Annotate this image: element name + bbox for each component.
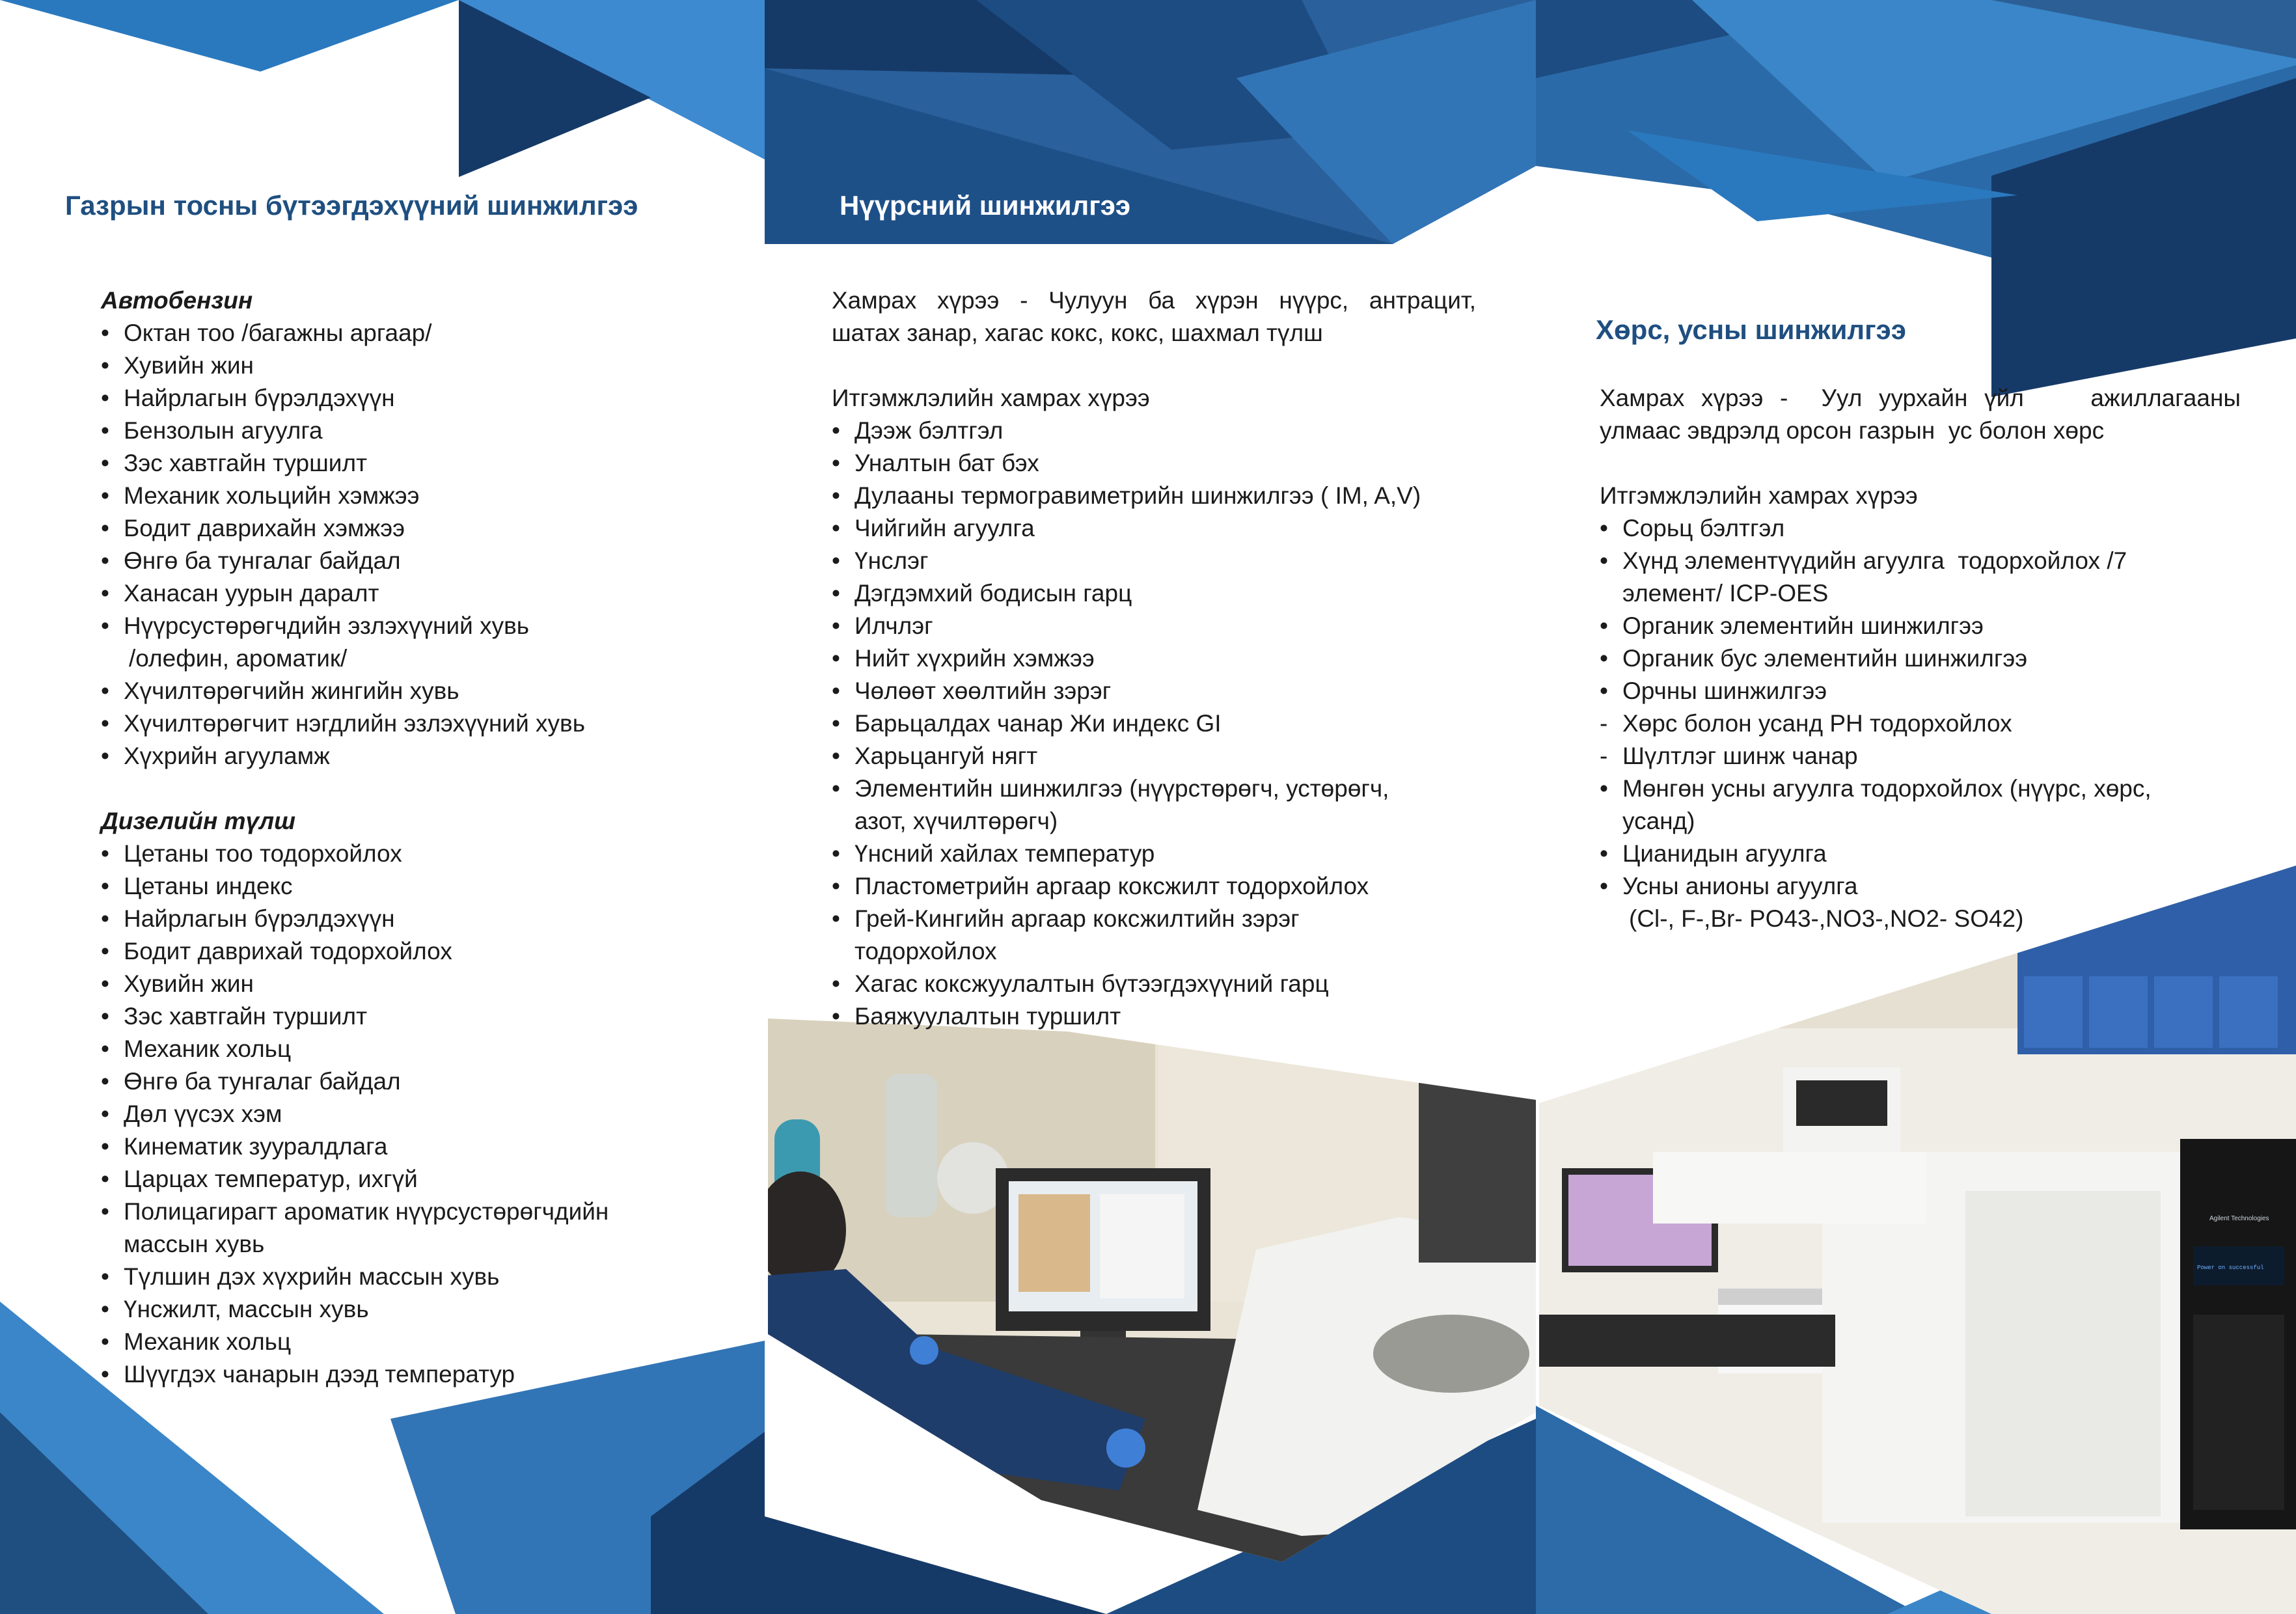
list-item: • Цетаны индекс bbox=[101, 870, 726, 903]
list-item-text: Мөнгөн усны агуулга тодорхойлох (нүүрс, хөрс, bbox=[1622, 775, 2152, 802]
list-item: • Орчны шинжилгээ bbox=[1600, 675, 2241, 707]
list-item-text: Грей-Кингийн аргаар коксжилтийн зэрэг bbox=[854, 905, 1300, 932]
list-item-continuation: усанд) bbox=[1622, 808, 1695, 834]
list-item-continuation: /олефин, ароматик/ bbox=[129, 645, 348, 672]
list-item-text: Нүүрсустөрөгчдийн эзлэхүүний хувь bbox=[124, 612, 530, 639]
list-item-text: Полицагирагт ароматик нүүрсустөрөгчдийн bbox=[124, 1198, 609, 1225]
list-item: - Шүлтлэг шинж чанар bbox=[1600, 740, 2241, 773]
panel3-title: Хөрс, усны шинжилгээ bbox=[1596, 314, 1906, 345]
diesel-heading: Дизелийн түлш bbox=[101, 808, 295, 834]
coal-accredited-heading: Итгэмжлэлийн хамрах хүрээ bbox=[832, 385, 1150, 411]
list-item: • Үнслэг bbox=[832, 545, 1476, 577]
list-item: • Чөлөөт хөөлтийн зэрэг bbox=[832, 675, 1476, 707]
list-item: • Баяжуулалтын туршилт bbox=[832, 1000, 1476, 1033]
diesel-list bbox=[101, 838, 726, 1391]
list-item-continuation: массын хувь bbox=[124, 1231, 265, 1257]
soil-list bbox=[1600, 512, 2241, 935]
list-item: - Хөрс болон усанд PH тодорхойлох bbox=[1600, 707, 2241, 740]
coal-scope-line: шатах занар, хагас кокс, кокс, шахмал түлш bbox=[832, 320, 1323, 346]
soil-accredited-heading: Итгэмжлэлийн хамрах хүрээ bbox=[1600, 482, 1918, 509]
list-item: • Уналтын бат бэх bbox=[832, 447, 1476, 480]
panel1-title: Газрын тосны бүтээгдэхүүний шинжилгээ bbox=[65, 190, 638, 221]
list-item: • Дөл үүсэх хэм bbox=[101, 1098, 726, 1130]
list-item: • Хувийн жин bbox=[101, 349, 726, 382]
instrument-screen-text: Power on successful bbox=[2197, 1265, 2264, 1271]
list-item bbox=[1600, 545, 2241, 610]
list-item: • Үнсжилт, массын хувь bbox=[101, 1293, 726, 1326]
list-item: • Кинематик зууралдлага bbox=[101, 1130, 726, 1163]
list-item bbox=[101, 1196, 726, 1261]
gasoline-list bbox=[101, 317, 726, 773]
list-item: • Бензолын агуулга bbox=[101, 415, 726, 447]
soil-scope-line: улмаас эвдрэлд орсон газрын ус болон хөрс bbox=[1600, 417, 2105, 444]
list-item: • Бодит даврихайн хэмжээ bbox=[101, 512, 726, 545]
list-item-continuation: элемент/ ICP-OES bbox=[1622, 580, 1829, 607]
coal-scope-line: Хамрах хүрээ - Чулуун ба хүрэн нүүрс, антрацит, bbox=[832, 287, 1476, 314]
coal-list bbox=[832, 415, 1476, 1033]
list-item: • Ханасан уурын даралт bbox=[101, 577, 726, 610]
list-item: • Чийгийн агуулга bbox=[832, 512, 1476, 545]
list-item: • Хүхрийн агууламж bbox=[101, 740, 726, 773]
panel2-title: Нүүрсний шинжилгээ bbox=[840, 190, 1131, 221]
list-item bbox=[1600, 870, 2241, 935]
list-item-continuation: азот, хүчилтөрөгч) bbox=[854, 808, 1058, 834]
list-item: • Цетаны тоо тодорхойлох bbox=[101, 838, 726, 870]
list-item: • Зэс хавтгайн туршилт bbox=[101, 447, 726, 480]
list-item bbox=[832, 773, 1476, 838]
list-item: • Харьцангуй нягт bbox=[832, 740, 1476, 773]
list-item: • Цианидын агуулга bbox=[1600, 838, 2241, 870]
list-item: • Илчлэг bbox=[832, 610, 1476, 642]
list-item: • Механик хольцийн хэмжээ bbox=[101, 480, 726, 512]
list-item bbox=[1600, 773, 2241, 838]
list-item bbox=[832, 903, 1476, 968]
list-item: • Октан тоо /багажны аргаар/ bbox=[101, 317, 726, 349]
panel3-content bbox=[1600, 382, 2241, 935]
list-item: • Царцах температур, ихгүй bbox=[101, 1163, 726, 1196]
list-item: • Хувийн жин bbox=[101, 968, 726, 1000]
panel2-content bbox=[832, 284, 1476, 1033]
gasoline-heading: Автобензин bbox=[101, 287, 253, 314]
list-item: • Пластометрийн аргаар коксжилт тодорхойлох bbox=[832, 870, 1476, 903]
list-item: • Найрлагын бүрэлдэхүүн bbox=[101, 382, 726, 415]
list-item-text: Элементийн шинжилгээ (нүүрстөрөгч, устөрөгч, bbox=[854, 775, 1389, 802]
list-item: • Өнгө ба тунгалаг байдал bbox=[101, 545, 726, 577]
list-item: • Найрлагын бүрэлдэхүүн bbox=[101, 903, 726, 935]
list-item: • Түлшин дэх хүхрийн массын хувь bbox=[101, 1261, 726, 1293]
list-item: • Органик бус элементийн шинжилгээ bbox=[1600, 642, 2241, 675]
list-item: • Өнгө ба тунгалаг байдал bbox=[101, 1065, 726, 1098]
list-item: • Механик хольц bbox=[101, 1033, 726, 1065]
list-item: • Органик элементийн шинжилгээ bbox=[1600, 610, 2241, 642]
list-item: • Зэс хавтгайн туршилт bbox=[101, 1000, 726, 1033]
instrument-label: Agilent Technologies bbox=[2209, 1215, 2269, 1222]
list-item: • Барьцалдах чанар Жи индекс GI bbox=[832, 707, 1476, 740]
list-item: • Хагас коксжуулалтын бүтээгдэхүүний гарц bbox=[832, 968, 1476, 1000]
list-item: • Дээж бэлтгэл bbox=[832, 415, 1476, 447]
list-item: • Сорьц бэлтгэл bbox=[1600, 512, 2241, 545]
list-item: • Нийт хүхрийн хэмжээ bbox=[832, 642, 1476, 675]
soil-scope-line: Хамрах хүрээ - Уул уурхайн үйл ажиллагааны bbox=[1600, 385, 2241, 411]
list-item: • Шүүгдэх чанарын дээд температур bbox=[101, 1358, 726, 1391]
list-item-continuation: (Cl-, F-,Br- PO43-,NO3-,NO2- SO42) bbox=[1629, 905, 2024, 932]
list-item-text: Хүнд элементүүдийн агуулга тодорхойлох /7 bbox=[1622, 547, 2127, 574]
list-item: • Механик хольц bbox=[101, 1326, 726, 1358]
list-item: • Дэгдэмхий бодисын гарц bbox=[832, 577, 1476, 610]
list-item bbox=[101, 610, 726, 675]
list-item-text: Усны анионы агуулга bbox=[1622, 873, 1858, 899]
list-item: • Дулааны термогравиметрийн шинжилгээ ( IM, A,V) bbox=[832, 480, 1476, 512]
list-item: • Үнсний хайлах температур bbox=[832, 838, 1476, 870]
list-item: • Хүчилтөрөгчит нэгдлийн эзлэхүүний хувь bbox=[101, 707, 726, 740]
list-item: • Бодит даврихай тодорхойлох bbox=[101, 935, 726, 968]
list-item-continuation: тодорхойлох bbox=[854, 938, 997, 964]
panel1-content bbox=[101, 284, 726, 1391]
list-item: • Хүчилтөрөгчийн жингийн хувь bbox=[101, 675, 726, 707]
